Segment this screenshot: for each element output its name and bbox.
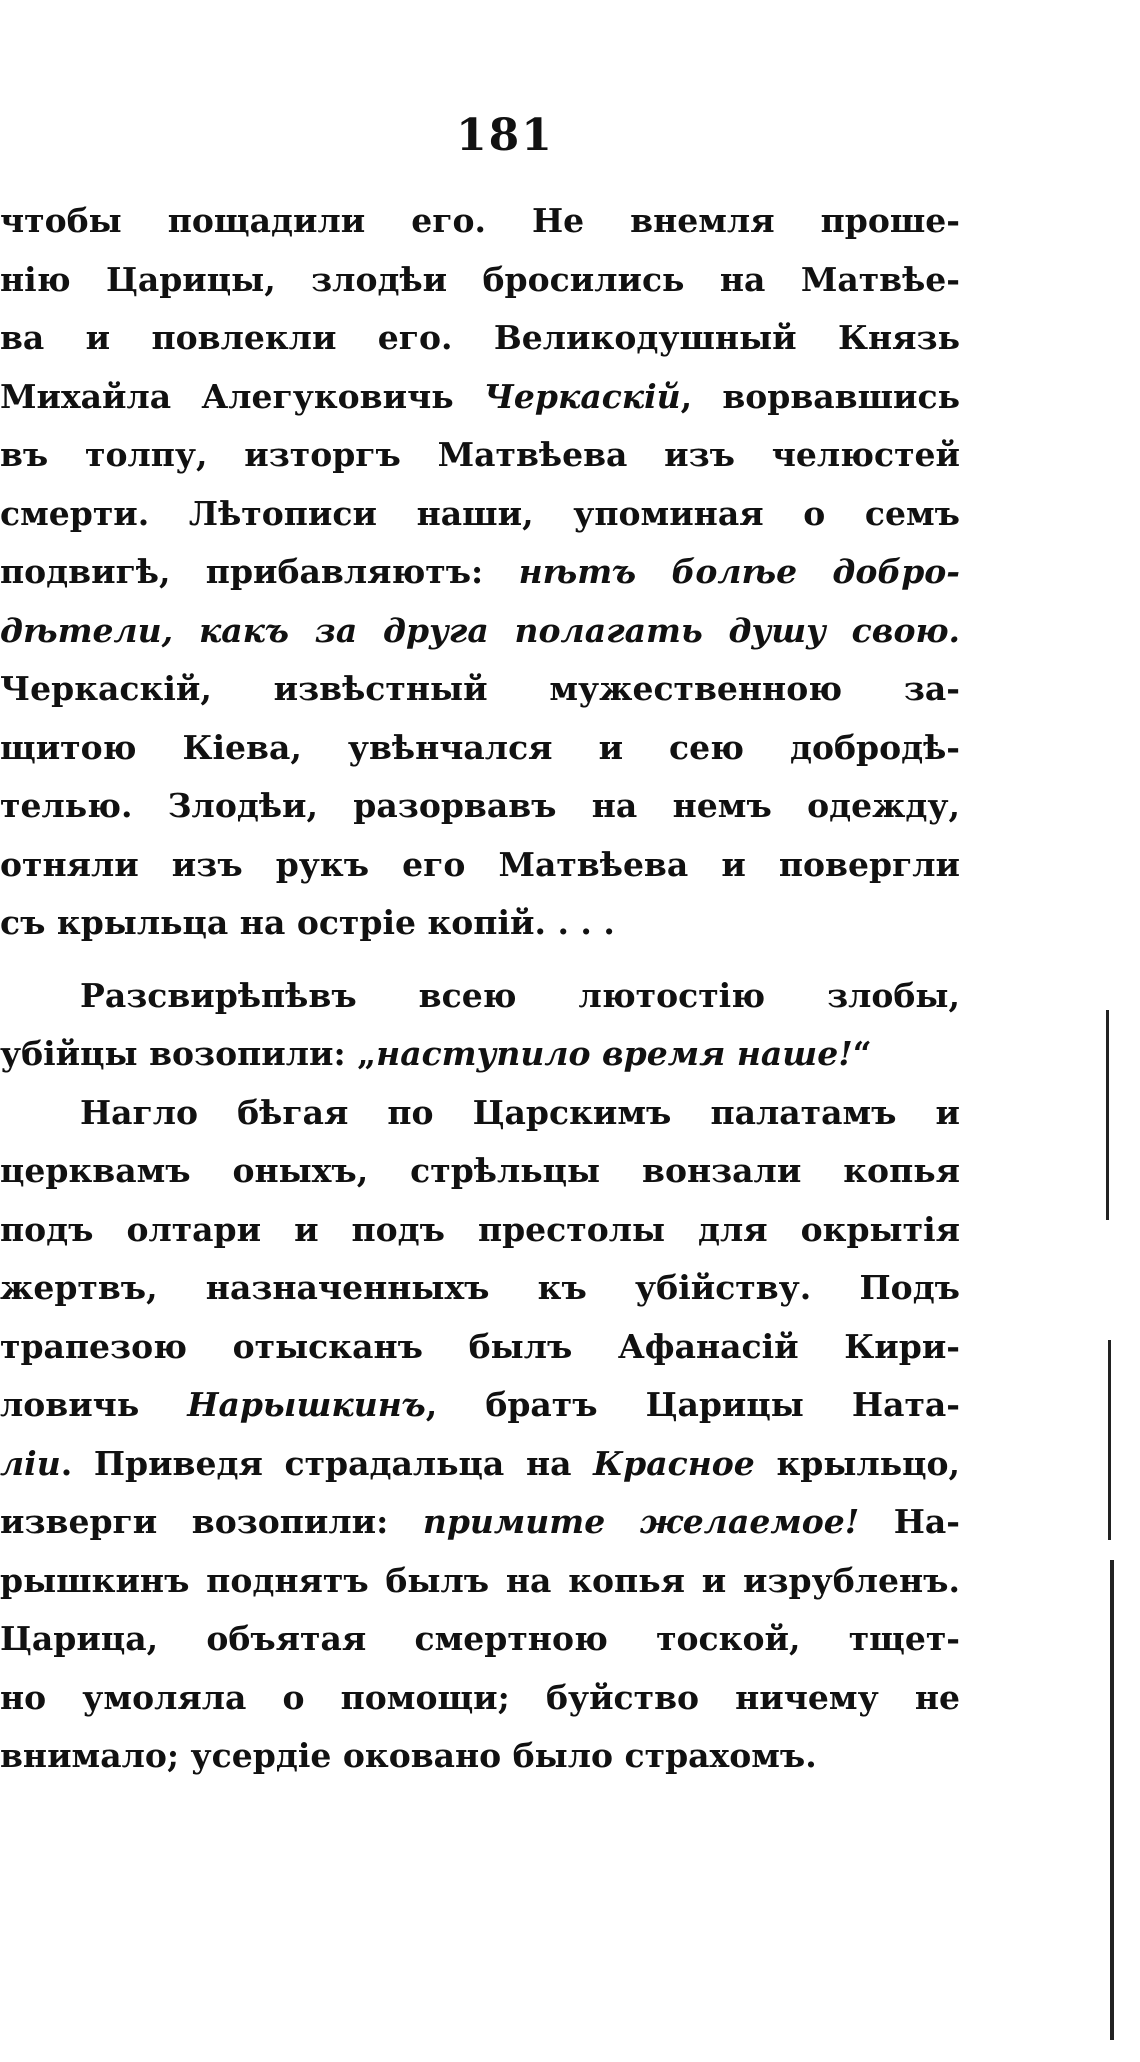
text-span: но умоляла о помощи; буйство ничему не <box>0 1677 960 1717</box>
text-span: смерти. Лѣтописи наши, упоминая о семъ <box>0 493 960 533</box>
text-span: жертвъ, назначенныхъ къ убійству. Подъ <box>0 1268 960 1307</box>
italic-span: нѣтъ болѣе добро- <box>518 552 960 591</box>
text-span: ловичь <box>0 1385 188 1424</box>
text-line <box>0 894 960 953</box>
text-span: крыльцо, <box>754 1443 960 1483</box>
text-line <box>0 1318 960 1377</box>
text-line <box>0 777 960 836</box>
text-span: ва и повлекли его. Великодушный Князь <box>0 318 960 357</box>
text-line <box>0 836 960 895</box>
text-span: , ворвавшись <box>680 376 960 416</box>
text-line <box>0 1142 960 1201</box>
text-line <box>0 1084 960 1143</box>
text-line <box>0 602 960 661</box>
text-span: Черкаскій, извѣстный мужественною за- <box>0 669 960 708</box>
text-line <box>0 1669 960 1728</box>
italic-span: примите желаемое! <box>422 1502 860 1541</box>
text-line <box>0 251 960 310</box>
text-span: Царица, объятая смертною тоской, тщет- <box>0 1619 960 1658</box>
page-number: 181 <box>456 110 554 161</box>
text-line <box>0 1552 960 1611</box>
text-line <box>0 485 960 544</box>
italic-span: Красное <box>593 1443 755 1483</box>
text-span: Нагло бѣгая по Царскимъ палатамъ и <box>80 1092 960 1132</box>
text-span: подвигѣ, прибавляютъ: <box>0 552 519 591</box>
italic-span: наступило время наше! <box>376 1034 853 1073</box>
text-line <box>0 967 960 1026</box>
text-line <box>0 1376 960 1435</box>
text-span: Михайла Алегуковичь <box>0 376 484 416</box>
text-span: въ толпу, изторгъ Матвѣева изъ челюстей <box>0 435 960 474</box>
italic-span: ліи <box>0 1443 61 1483</box>
text-span: , братъ Царицы Ната- <box>425 1385 960 1424</box>
text-span: подъ олтари и подъ престолы для окрытія <box>0 1209 960 1249</box>
text-span: чтобы пощадили его. Не внемля проше- <box>0 201 960 240</box>
text-line <box>0 1025 960 1084</box>
text-line <box>0 368 960 427</box>
text-span: внимало; усердіе оковано было страхомъ. <box>0 1736 817 1775</box>
text-line <box>0 1259 960 1318</box>
text-span: “ <box>852 1034 872 1073</box>
text-line <box>0 192 960 251</box>
italic-span: Нарышкинъ <box>187 1385 426 1424</box>
body-text <box>0 192 960 1786</box>
text-span: изверги возопили: <box>0 1502 423 1541</box>
text-span: телью. Злодѣи, разорвавъ на немъ одежду, <box>0 786 960 825</box>
text-line <box>0 309 960 368</box>
text-span: трапезою отысканъ былъ Афанасій Кири- <box>0 1326 960 1366</box>
italic-span: Черкаскій <box>483 376 681 416</box>
italic-span: дѣтели, какъ за друга полагать душу свою. <box>0 610 960 650</box>
text-span: церквамъ оныхъ, стрѣльцы вонзали копья <box>0 1151 960 1190</box>
text-span: . Приведя страдальца на <box>60 1443 594 1483</box>
text-line <box>0 1201 960 1260</box>
text-span: отняли изъ рукъ его Матвѣева и повергли <box>0 844 960 884</box>
text-line <box>0 1610 960 1669</box>
text-line <box>0 719 960 778</box>
text-line <box>0 426 960 485</box>
text-span: Разсвирѣпѣвъ всею лютостію злобы, <box>80 975 960 1015</box>
text-span: рышкинъ поднятъ былъ на копья и изрубленъ. <box>0 1560 960 1600</box>
text-line <box>0 1493 960 1552</box>
text-span: нію Царицы, злодѣи бросились на Матвѣе- <box>0 259 960 299</box>
text-span: На- <box>859 1502 960 1541</box>
text-span: съ крыльца на остріе копій. . . . <box>0 903 615 942</box>
text-line <box>0 660 960 719</box>
text-line <box>0 1435 960 1494</box>
text-span: щитою Кіева, увѣнчался и сею добродѣ- <box>0 727 960 767</box>
text-line <box>0 1727 960 1786</box>
text-span: убійцы возопили: „ <box>0 1034 377 1073</box>
text-line <box>0 543 960 602</box>
page-edge <box>1100 0 1140 2062</box>
